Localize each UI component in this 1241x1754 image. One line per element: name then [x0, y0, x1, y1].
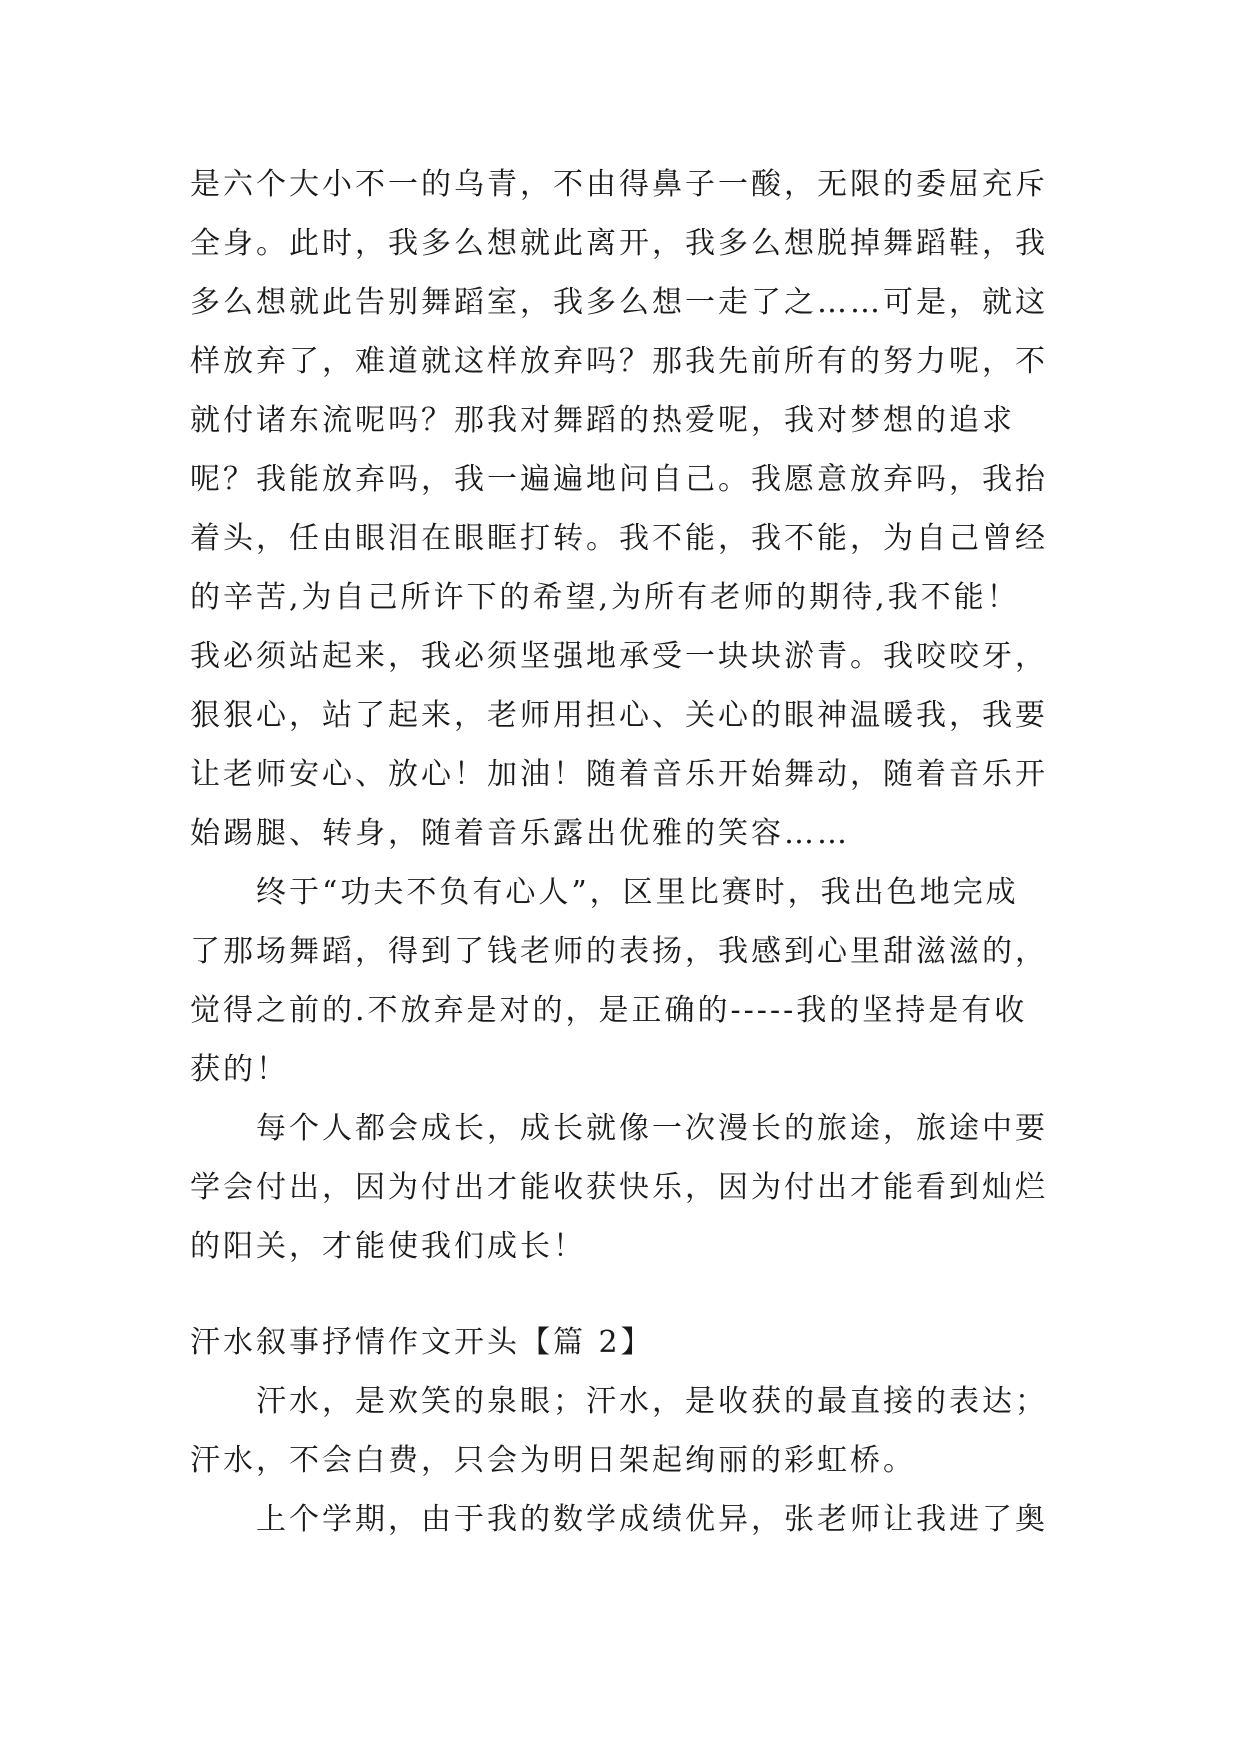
paragraph-1-line-11: 让老师安心、放心！加油！随着音乐开始舞动，随着音乐开 — [190, 757, 1048, 792]
document-body — [190, 0, 1052, 1754]
paragraph-2-line-4: 获的！ — [190, 1052, 289, 1087]
paragraph-1-line-6: 呢？我能放弃吗，我一遍遍地问自己。我愿意放弃吗，我抬 — [190, 462, 1048, 497]
paragraph-2-line-3: 觉得之前的.不放弃是对的，是正确的-----我的坚持是有收 — [190, 993, 1028, 1028]
paragraph-1-line-4: 样放弃了，难道就这样放弃吗？那我先前所有的努力呢，不 — [190, 344, 1048, 379]
section-heading: 汗水叙事抒情作文开头【篇 2】 — [190, 1325, 654, 1360]
paragraph-1-line-1: 是六个大小不一的乌青，不由得鼻子一酸，无限的委屈充斥 — [190, 167, 1048, 202]
paragraph-4-line-1: 汗水，是欢笑的泉眼；汗水，是收获的最直接的表达； — [256, 1384, 1048, 1419]
paragraph-4-line-2: 汗水，不会白费，只会为明日架起绚丽的彩虹桥。 — [190, 1443, 916, 1478]
paragraph-1-line-9: 我必须站起来，我必须坚强地承受一块块淤青。我咬咬牙， — [190, 639, 1048, 674]
paragraph-3-line-2: 学会付出，因为付出才能收获快乐，因为付出才能看到灿烂 — [190, 1170, 1048, 1205]
paragraph-1-line-12: 始踢腿、转身，随着音乐露出优雅的笑容…… — [190, 816, 850, 851]
paragraph-1-line-8: 的辛苦,为自己所许下的希望,为所有老师的期待,我不能！ — [190, 580, 1020, 615]
paragraph-1-line-10: 狠狠心，站了起来，老师用担心、关心的眼神温暖我，我要 — [190, 698, 1048, 733]
paragraph-1-line-7: 着头，任由眼泪在眼眶打转。我不能，我不能，为自己曾经 — [190, 521, 1048, 556]
paragraph-2-line-1: 终于“功夫不负有心人”，区里比赛时，我出色地完成 — [256, 875, 1019, 910]
paragraph-3-line-1: 每个人都会成长，成长就像一次漫长的旅途，旅途中要 — [256, 1111, 1048, 1146]
paragraph-2-line-2: 了那场舞蹈，得到了钱老师的表扬，我感到心里甜滋滋的， — [190, 934, 1048, 969]
paragraph-3-line-3: 的阳关，才能使我们成长！ — [190, 1229, 586, 1264]
paragraph-1-line-3: 多么想就此告别舞蹈室，我多么想一走了之……可是，就这 — [190, 285, 1048, 320]
paragraph-1-line-5: 就付诸东流呢吗？那我对舞蹈的热爱呢，我对梦想的追求 — [190, 403, 1015, 438]
paragraph-1-line-2: 全身。此时，我多么想就此离开，我多么想脱掉舞蹈鞋，我 — [190, 226, 1048, 261]
paragraph-5-line-1: 上个学期，由于我的数学成绩优异，张老师让我进了奥 — [256, 1502, 1048, 1537]
